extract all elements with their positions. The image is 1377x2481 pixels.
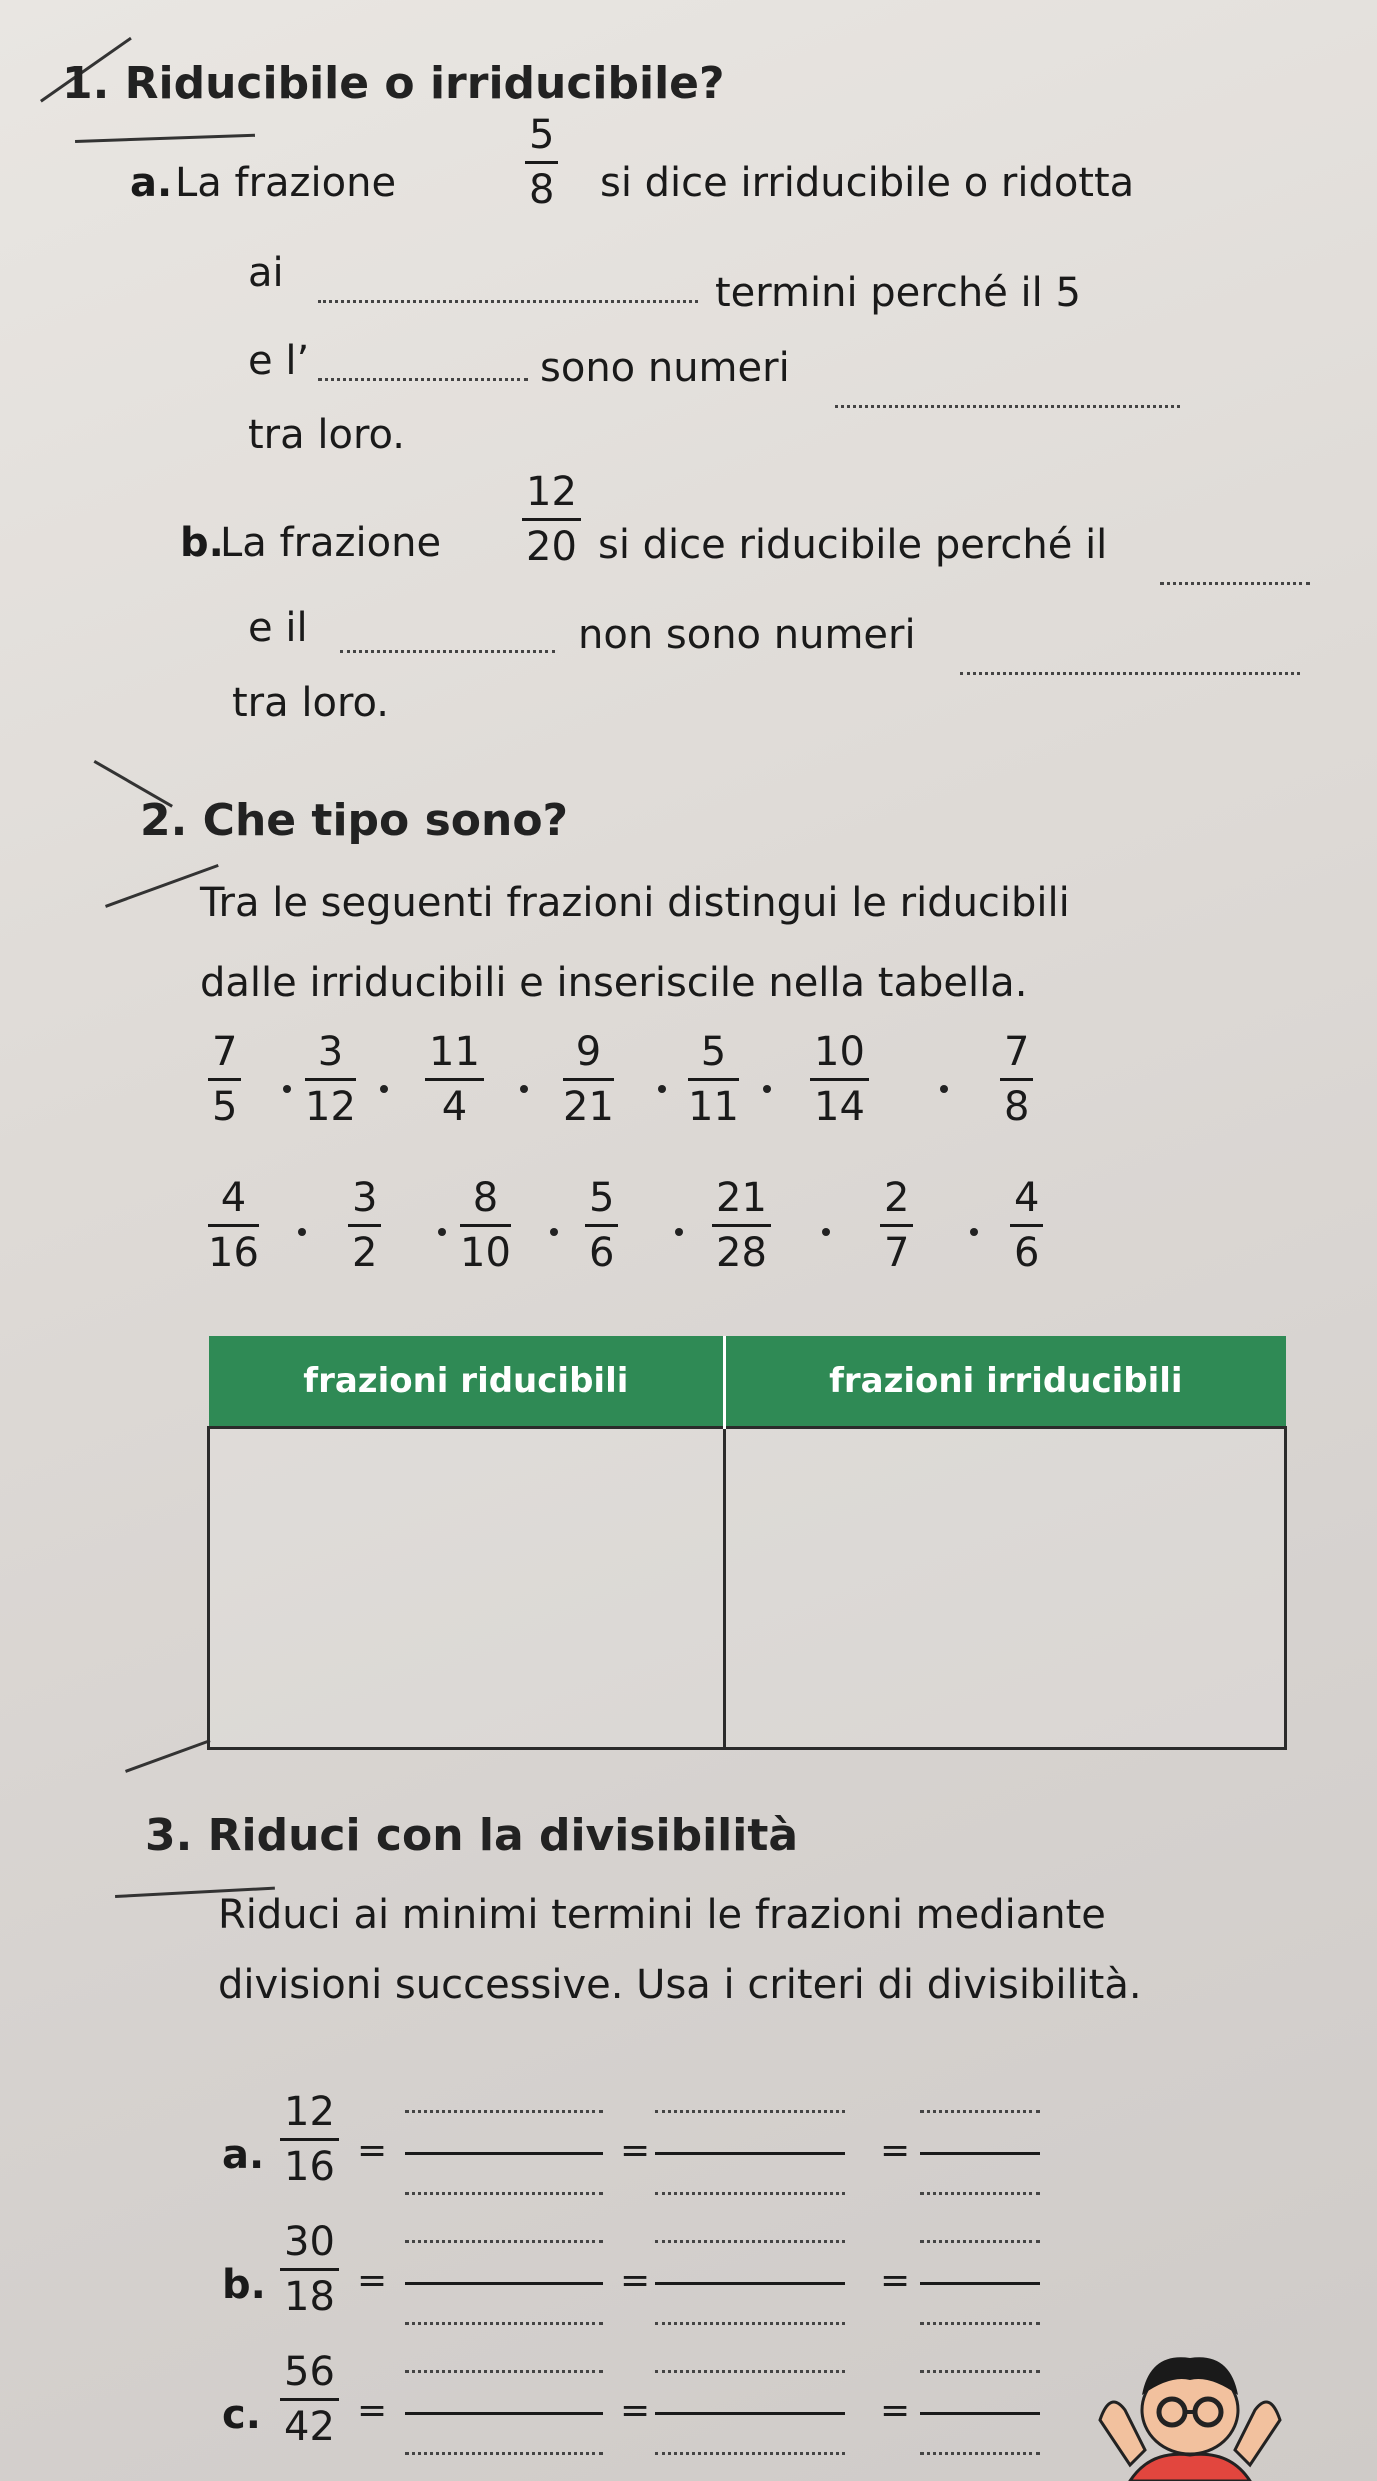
equals-sign: = [620,2130,651,2171]
separator-dot [658,1085,666,1093]
numerator: 7 [212,1029,238,1075]
instruction: Riduci ai minimi termini le frazioni mediante [218,1892,1106,1938]
numerator: 9 [575,1029,602,1075]
separator-dot [675,1228,683,1236]
denominator: 6 [1014,1230,1040,1276]
fraction [1010,1175,1043,1276]
numerator-blank[interactable] [655,2370,845,2373]
fraction [880,1175,913,1276]
text: ai [248,250,284,296]
numerator: 5 [589,1175,615,1221]
denominator-blank[interactable] [920,2322,1040,2325]
separator-dot [970,1228,978,1236]
denominator: 8 [1004,1084,1030,1130]
denominator: 21 [563,1084,614,1130]
denominator: 28 [716,1230,767,1276]
separator-dot [380,1085,388,1093]
exercise-2-title: 2. Che tipo sono? [140,795,569,846]
item-label: a. [222,2132,265,2178]
fraction [460,1175,511,1276]
numerator-blank[interactable] [920,2240,1040,2243]
numerator: 5 [700,1029,727,1075]
equals-sign: = [357,2390,388,2431]
numerator: 10 [814,1029,865,1075]
irreducible-cell[interactable] [725,1428,1286,1749]
numerator: 2 [884,1175,910,1221]
fraction [305,1029,356,1130]
instruction: dalle irriducibili e inseriscile nella tabella. [200,960,1028,1006]
fraction-bar [655,2282,845,2285]
numerator-blank[interactable] [920,2110,1040,2113]
numerator: 30 [284,2219,335,2265]
equals-sign: = [880,2390,911,2431]
fraction [712,1175,771,1276]
denominator: 14 [814,1084,865,1130]
text: non sono numeri [578,612,916,658]
exercise-1-title: 1. Riducibile o irriducibile? [62,58,725,109]
separator-dot [283,1085,291,1093]
text: e l’ [248,338,310,384]
equals-sign: = [620,2260,651,2301]
separator-dot [763,1085,771,1093]
pen-mark [125,1739,211,1773]
separator-dot [438,1228,446,1236]
instruction: Tra le seguenti frazioni distingui le riducibili [200,880,1070,926]
numerator-blank[interactable] [655,2240,845,2243]
text: sono numeri [540,345,790,391]
denominator: 42 [284,2404,335,2450]
text: e il [248,605,308,651]
denominator: 18 [284,2274,335,2320]
equals-sign: = [357,2130,388,2171]
numerator-blank[interactable] [405,2370,603,2373]
text: termini perché il 5 [715,270,1081,316]
numerator: 56 [284,2349,335,2395]
fraction [688,1029,739,1130]
numerator: 21 [716,1175,767,1221]
separator-dot [298,1228,306,1236]
starting-fraction [280,2089,339,2190]
fraction: 12 20 [522,472,581,567]
fraction [208,1029,241,1130]
item-b-text: La frazione [220,520,442,566]
numerator: 3 [352,1175,378,1221]
answer-blank[interactable] [835,405,1180,408]
equals-sign: = [880,2260,911,2301]
denominator-blank[interactable] [405,2192,603,2195]
equals-sign: = [357,2260,388,2301]
fraction-bar [405,2152,603,2155]
fraction [563,1029,614,1130]
fraction [810,1029,869,1130]
numerator: 7 [1004,1029,1030,1075]
answer-blank[interactable] [960,672,1300,675]
numerator-blank[interactable] [405,2240,603,2243]
boy-illustration-icon [1090,2350,1290,2481]
denominator-blank[interactable] [655,2452,845,2455]
classification-table [207,1336,1287,1750]
exercise-3-title: 3. Riduci con la divisibilità [145,1810,799,1861]
pen-mark [75,134,255,143]
fraction-bar [920,2152,1040,2155]
denominator: 6 [589,1230,615,1276]
item-label: b. [222,2262,266,2308]
numerator-blank[interactable] [655,2110,845,2113]
answer-blank[interactable] [1160,582,1310,585]
reducible-cell[interactable] [209,1428,725,1749]
denominator: 10 [460,1230,511,1276]
numerator: 8 [472,1175,499,1221]
fraction-bar [655,2152,845,2155]
instruction: divisioni successive. Usa i criteri di divisibilità. [218,1962,1142,2008]
denominator: 12 [305,1084,356,1130]
numerator-blank[interactable] [405,2110,603,2113]
denominator: 2 [352,1230,378,1276]
table-header-irreducible: frazioni irriducibili [725,1336,1286,1428]
separator-dot [520,1085,528,1093]
item-b-label: b. [180,520,224,566]
answer-blank[interactable] [340,650,555,653]
denominator: 16 [208,1230,259,1276]
denominator: 11 [688,1084,739,1130]
denominator: 16 [284,2144,335,2190]
denominator: 5 [212,1084,238,1130]
text: tra loro. [232,680,389,726]
denominator-blank[interactable] [920,2192,1040,2195]
answer-blank[interactable] [318,300,698,303]
fraction [1000,1029,1033,1130]
fraction [425,1029,484,1130]
denominator: 7 [884,1230,910,1276]
fraction-bar [655,2412,845,2415]
fraction-bar [405,2282,603,2285]
denominator-blank[interactable] [655,2322,845,2325]
denominator-blank[interactable] [655,2192,845,2195]
answer-blank[interactable] [318,378,528,381]
numerator: 4 [220,1175,247,1221]
item-a-label: a. [130,160,173,206]
fraction [348,1175,381,1276]
numerator: 4 [1014,1175,1040,1221]
fraction-bar [920,2282,1040,2285]
numerator: 12 [284,2089,335,2135]
denominator: 4 [441,1084,468,1130]
separator-dot [940,1085,948,1093]
fraction [208,1175,259,1276]
item-b-text-2: si dice riducibile perché il [598,522,1108,568]
item-a-text-2: si dice irriducibile o ridotta [600,160,1135,206]
denominator-blank[interactable] [405,2322,603,2325]
numerator: 11 [429,1029,480,1075]
numerator-blank[interactable] [920,2370,1040,2373]
starting-fraction [280,2219,339,2320]
fraction: 5 8 [525,115,558,210]
numerator: 3 [317,1029,344,1075]
equals-sign: = [880,2130,911,2171]
denominator-blank[interactable] [920,2452,1040,2455]
separator-dot [822,1228,830,1236]
separator-dot [550,1228,558,1236]
starting-fraction [280,2349,339,2450]
fraction-bar [920,2412,1040,2415]
text: tra loro. [248,412,405,458]
equals-sign: = [620,2390,651,2431]
item-label: c. [222,2392,261,2438]
denominator-blank[interactable] [405,2452,603,2455]
table-header-reducible: frazioni riducibili [209,1336,725,1428]
fraction [585,1175,618,1276]
fraction-bar [405,2412,603,2415]
item-a-text: La frazione [175,160,397,206]
